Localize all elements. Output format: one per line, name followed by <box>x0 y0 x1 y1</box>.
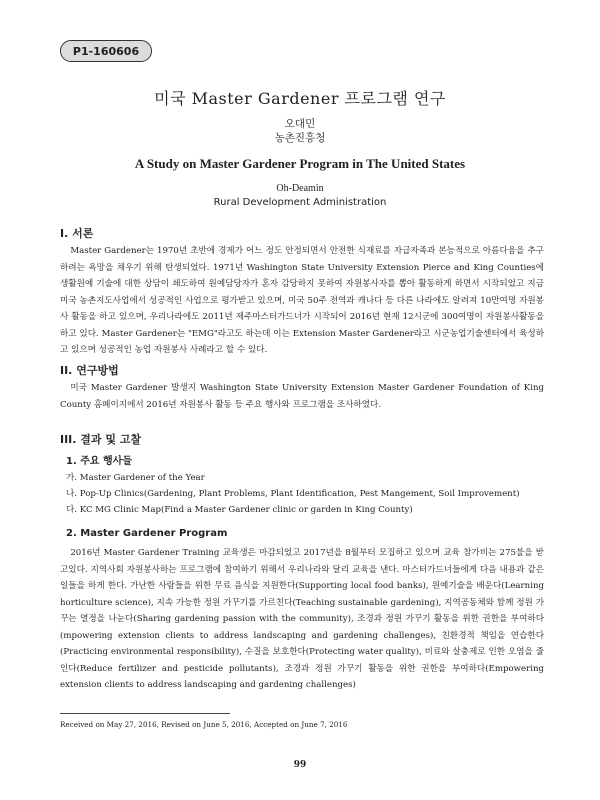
affiliation-korean: 농촌진흥청 <box>274 132 326 144</box>
section-heading-results: III. 결과 및 고찰 <box>60 433 142 446</box>
page-number: 99 <box>293 760 307 770</box>
author-english: Oh-Deamin <box>276 183 324 194</box>
events-list <box>66 470 520 518</box>
subsection-heading-program: 2. Master Gardener Program <box>66 528 228 539</box>
author-korean: 오대민 <box>284 118 316 130</box>
methods-paragraph: 미국 Master Gardener 발생지 Washington State University Extension Master Gardener Foundation of King County 홈페이지에서 2016년 자원봉사 활동 등 주요 행사와 프로그램을 조사하였다. <box>60 383 544 410</box>
intro-paragraph: Master Gardener는 1970년 초반에 경제가 어느 정도 안정되면서 안전한 식재료를 자급자족과 본능적으로 아름다움을 추구하려는 욕망을 채우기 위해 탄생되었다. 1971년 Washington State University Extension Pierce and King Counties에 생활원예 기술에 대한 상담이 쇄도하여 원예담당자가 혼자 감당하지 못하여 자원봉사자를 뽑아 활동하게 하면서 시작되었고 지금 미국 농촌지도사업에서 성공적인 사업으로 평가받고 있으며, 미국 50주 전역과 캐나다 등 다른 나라에도 알려져 10만여명 자원봉사 활동을 하고 있으며, 우리나라에도 2011년 제주마스터가드너가 시작되어 2016년 현재 12시군에 300여명이 자원봉사활동을 하고 있다. Master Gardener는 "EMG"라고도 하는데 이는 Extension Master Gardener라고 시군농업기술센터에서 육성하고 있으며 성공적인 농업 자원봉사 사례라고 할 수 있다. <box>60 246 544 355</box>
list-item: 다. KC MG Clinic Map(Find a Master Gardener clinic or garden in King County) <box>66 505 413 515</box>
list-item: 나. Pop-Up Clinics(Gardening, Plant Problems, Plant Identification, Pest Mangement, Soil Improvement) <box>66 489 520 499</box>
title-english: A Study on Master Gardener Program in The United States <box>134 156 466 171</box>
affiliation-english: Rural Development Administration <box>213 197 387 208</box>
footnote-divider <box>60 713 230 714</box>
list-item: 가. Master Gardener of the Year <box>66 473 205 483</box>
program-paragraph: 2016년 Master Gardener Training 교육생은 마감되었고 2017년을 8월부터 모집하고 있으며 교육 참가비는 275불을 받고있다. 지역사회 자원봉사하는 프로그램에 참여하기 위해서 우리나라와 달리 교육을 낸다. 마스터가드너들에게 다음 내용과 같은 일들을 하게 한다. 가난한 사람들을 위한 무료 음식을 지원한다(Supporting local food banks), 원예기술을 배운다(Learning horticulture science), 지속 가능한 정원 가꾸기를 가르친다(Teaching sustainable gardening), 지역공동체와 함께 정원 가꾸는 열정을 나눈다(Sharing gardening passion with the community), 조경과 정원 가꾸기 활동을 위한 권한을 부여하다(mpowering extension clients to address landscaping and gardening challenges), 친환경적 책임을 연습한다(Practicing environmental responsibility), 수질을 보호한다(Protecting water quality), 비료와 살충제로 인한 오염을 줄인다(Reduce fertilizer and pesticide pollutants), 조경과 정원 가꾸기 활동을 위한 권한을 부여하다(Empowering extension clients to address landscaping and gardening challenges) <box>60 548 544 690</box>
footnote: Received on May 27, 2016, Revised on June 5, 2016, Accepted on June 7, 2016 <box>60 720 348 729</box>
subsection-heading-events: 1. 주요 행사들 <box>66 456 133 467</box>
title-korean: 미국 Master Gardener 프로그램 연구 <box>154 89 446 108</box>
section-heading-methods: II. 연구방법 <box>60 364 119 377</box>
section-heading-intro: I. 서론 <box>60 227 94 240</box>
paper-code-badge: P1-160606 <box>60 40 152 62</box>
